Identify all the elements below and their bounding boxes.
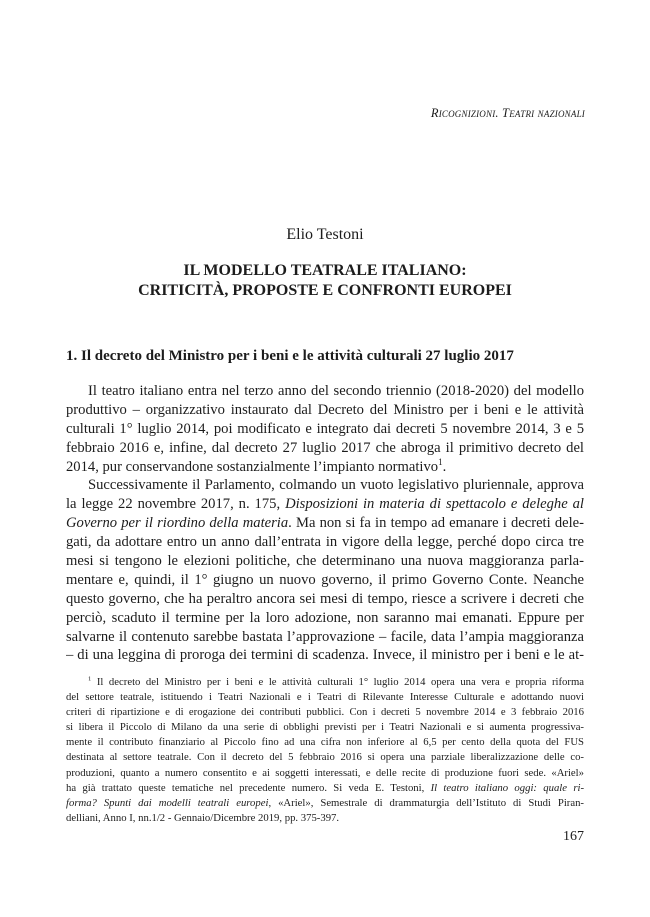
body-line: produttivo – organizzativo instaurato dal Decreto del Ministro per i beni e le attività <box>66 401 584 418</box>
body-line: questo governo, che ha peraltro ancora sei mesi di tempo, riesce a scrivere i decreti che <box>66 590 584 607</box>
body-line: gati, da adottare entro un anno dall’entrata in vigore della legge, perché dopo circa tre <box>66 534 584 551</box>
body-line: perciò, scaduto il termine per la loro adozione, non saranno mai emanati. Eppure per <box>66 609 584 626</box>
footnote-text-segment: , «Ariel», Semestrale di drammaturgia dell’Istituto di Studi Piran- <box>268 796 584 809</box>
body-line: culturali 1° luglio 2014, poi modificato e integrato dai decreti 5 novembre 2014, 3 e 5 <box>66 420 584 437</box>
running-head: Ricognizioni. Teatri nazionali <box>430 106 585 120</box>
footnotes <box>66 675 584 826</box>
law-title-italic: Disposizioni in materia di spettacolo e deleghe al <box>285 496 584 513</box>
footnote-number: 1 <box>88 675 92 683</box>
footnote-line <box>66 796 584 811</box>
body-line <box>66 514 584 533</box>
footnote-line: destinata al settore teatrale. Con il decreto del 5 febbraio 2016 si opera una parziale liberalizzazione delle co- <box>66 751 584 764</box>
body-line: febbraio 2016 e, infine, dal decreto 27 luglio 2017 che abroga il primitivo decreto del <box>66 439 584 456</box>
body-line: – di una leggina di proroga dei termini di scadenza. Invece, il ministro per i beni e le at- <box>66 647 584 664</box>
footnote-line: criteri di ripartizione e di erogazione dei contributi pubblici. Con i decreti 5 novembre 2014 e 3 febbraio 2016 <box>66 706 584 719</box>
title-line-1: IL MODELLO TEATRALE ITALIANO: <box>183 262 467 279</box>
body-line: Successivamente il Parlamento, colmando un vuoto legislativo pluriennale, approva <box>88 477 584 494</box>
footnote-line: del settore teatrale, istituendo i Teatri Nazionali e i Teatri di Rilevante Interesse Culturale e adottando nuovi <box>66 691 584 704</box>
citation-title-italic: forma? Spunti dai modelli teatrali europei <box>66 796 269 809</box>
footnote-line <box>66 675 584 690</box>
author-name: Elio Testoni <box>286 226 364 243</box>
body-line: Il teatro italiano entra nel terzo anno del secondo triennio (2018-2020) del modello <box>88 383 584 399</box>
body-line: mentare e, quindi, il 1° giugno un nuovo governo, il primo Governo Conte. Neanche <box>66 571 584 588</box>
body-text <box>66 382 584 665</box>
footnote-line: si libera il Piccolo di Milano da una serie di obblighi previsti per i Teatri Nazionali e si aumenta progressiva- <box>66 721 584 734</box>
section-heading: 1. Il decreto del Ministro per i beni e le attività culturali 27 luglio 2017 <box>66 348 514 364</box>
title-line-2: CRITICITÀ, PROPOSTE E CONFRONTI EUROPEI <box>138 282 512 299</box>
footnote-reference[interactable]: 1 <box>438 457 443 467</box>
body-text-segment: . Ma non si fa in tempo ad emanare i decreti dele- <box>288 515 584 532</box>
body-line: salvarne il contenuto sarebbe bastata l’approvazione – facile, data l’ampia maggioranza <box>66 628 584 645</box>
footnote-text-segment: Il decreto del Ministro per i beni e le attività culturali 1° luglio 2014 opera una vera e propria riforma <box>91 676 584 688</box>
article-title <box>0 261 650 301</box>
citation-title-italic: Il teatro italiano oggi: quale ri- <box>430 781 584 794</box>
page-number: 167 <box>563 829 584 844</box>
body-text-segment: 2014, pur conservandone sostanzialmente l’impianto normativo <box>66 458 439 475</box>
body-text-segment: . <box>442 458 447 475</box>
body-line <box>66 495 584 514</box>
footnote-text-segment: ha già trattato queste tematiche nel precedente numero. Si veda E. Testoni, <box>66 781 431 794</box>
body-line <box>66 458 584 477</box>
footnote-line: delliani, Anno I, nn.1/2 - Gennaio/Dicembre 2019, pp. 375-397. <box>66 811 340 824</box>
body-text-segment: la legge 22 novembre 2017, n. 175, <box>66 496 286 513</box>
footnote-line: mente il contributo finanziario al Piccolo fino ad una cifra non inferiore al 6,5 per cento della quota del FUS <box>66 736 584 749</box>
law-title-italic: Governo per il riordino della materia <box>66 515 289 532</box>
footnote-line: produzioni, quanto a numero consentito e ai soggetti interessati, e delle recite di produzione fuori sede. «Ariel» <box>66 766 584 779</box>
footnote-line <box>66 781 584 796</box>
body-line: mesi si tengono le elezioni politiche, che determinano una nuova maggioranza parla- <box>66 553 584 570</box>
